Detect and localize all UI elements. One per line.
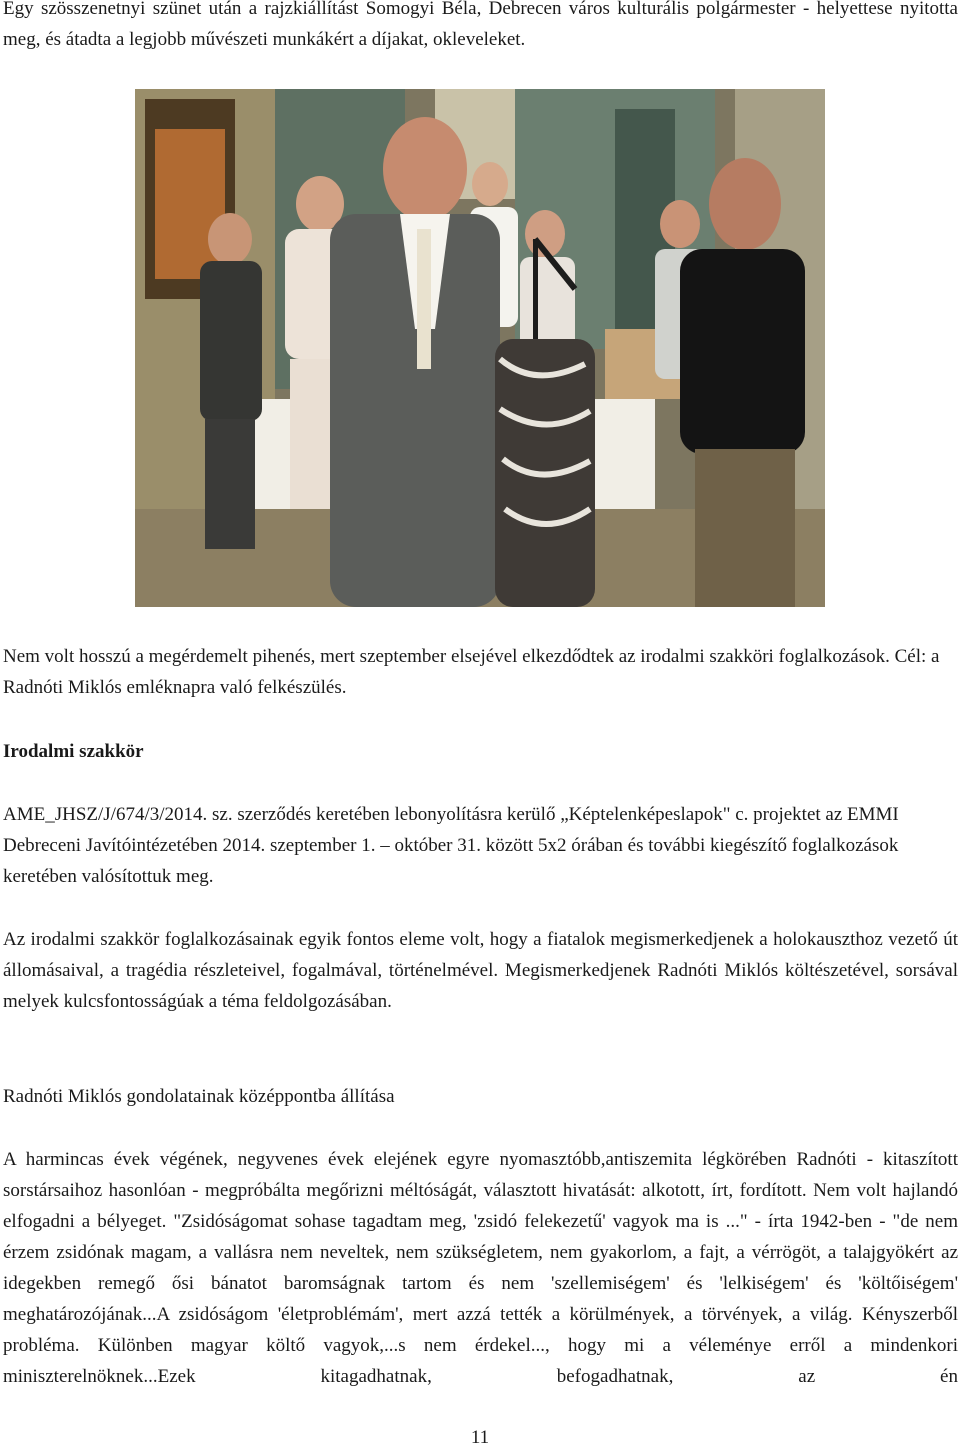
after-photo-paragraph: Nem volt hosszú a megérdemelt pihenés, mert szeptember elsejével elkezdődtek az irodalmi szakköri foglalkozások. Cél: a Radnóti Miklós emléknapra való felkészülés. (3, 646, 940, 698)
event-photo (135, 89, 825, 607)
page-number: 11 (470, 1427, 490, 1448)
project-paragraph: AME_JHSZ/J/674/3/2014. sz. szerződés keretében lebonyolításra kerülő „Képtelenképeslapok" c. projektet az EMMI Debreceni Javítóintézetében 2014. szeptember 1. – október 31. között 5x2 órában és további kiegészítő foglalkozások keretében valósítottuk meg. (3, 804, 899, 887)
body-paragraph: A harmincas évek végének, negyvenes évek elejének egyre nyomasztóbb,antiszemita légkörében Radnóti - kitaszított sorstársaihoz hasonlóan - megpróbálta megőrizni méltóságát, választott hivatását: alkotott, írt, fordított. Nem volt hajlandó elfogadni a bélyeget. "Zsidóságomat sohase tagadtam meg, 'zsidó felekezetű' vagyok ma is ..." - írta 1942-ben - "de nem érzem zsidónak magam, a vallásra nem neveltek, nem szükségletem, nem gyakorlom, a fajt, a vérrögöt, a talajgyökért az idegekben remegő ősi bánatot baromságnak tartom és nem 'szellemiségem' és 'lelkiségem' és 'költőiségem' meghatározójának...A zsidóságom 'életproblémám', mert azzá tették a körülmények, a törvények, a világ. Kényszerből probléma. Különben magyar költő vagyok,...s nem érdekel..., hogy mi a véleménye erről a mindenkori miniszterelnöknek...Ezek kitagadhatnak, befogadhatnak, az én (3, 1149, 958, 1387)
event-photo-illustration (135, 89, 825, 607)
intro-paragraph: Egy szösszenetnyi szünet után a rajzkiállítást Somogyi Béla, Debrecen város kulturális polgármester - helyettese nyitotta meg, és átadta a legjobb művészeti munkákért a díjakat, okleveleket. (3, 0, 958, 50)
section-heading: Irodalmi szakkör (3, 741, 144, 762)
goals-paragraph: Az irodalmi szakkör foglalkozásainak egyik fontos eleme volt, hogy a fiatalok megismerkedjenek a holokauszthoz vezető út állomásaival, a tragédia részleteivel, fogalmával, történelmével. Megismerkedjenek Radnóti Miklós költészetével, sorsával melyek kulcsfontosságúak a téma feldolgozásában. (3, 929, 958, 1012)
subheading: Radnóti Miklós gondolatainak középpontba állítása (3, 1086, 395, 1107)
